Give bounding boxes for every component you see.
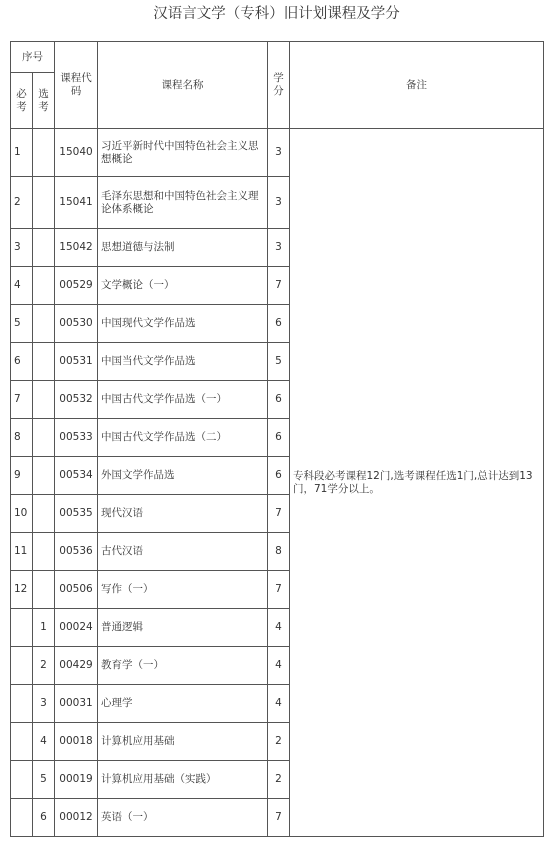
course-name-cell: 写作（一）	[98, 571, 268, 609]
required-number-cell	[11, 609, 33, 647]
course-name-cell: 文学概论（一）	[98, 267, 268, 305]
elective-number-cell: 3	[33, 685, 55, 723]
course-name-cell: 英语（一）	[98, 799, 268, 837]
elective-number-cell: 5	[33, 761, 55, 799]
credit-cell: 3	[268, 129, 290, 177]
course-code-cell: 00012	[55, 799, 98, 837]
course-code-cell: 15040	[55, 129, 98, 177]
course-name-cell: 教育学（一）	[98, 647, 268, 685]
credit-cell: 3	[268, 229, 290, 267]
course-name-cell: 思想道德与法制	[98, 229, 268, 267]
credit-cell: 7	[268, 799, 290, 837]
credit-cell: 6	[268, 381, 290, 419]
elective-number-cell	[33, 305, 55, 343]
course-code-cell: 00024	[55, 609, 98, 647]
page-title: 汉语言文学（专科）旧计划课程及学分	[153, 6, 400, 22]
credit-cell: 3	[268, 177, 290, 229]
credit-cell: 2	[268, 723, 290, 761]
credit-cell: 5	[268, 343, 290, 381]
course-code-cell: 00506	[55, 571, 98, 609]
elective-number-cell: 2	[33, 647, 55, 685]
required-number-cell: 1	[11, 129, 33, 177]
course-code-cell: 00529	[55, 267, 98, 305]
credit-cell: 7	[268, 267, 290, 305]
course-name-cell: 计算机应用基础	[98, 723, 268, 761]
required-number-cell	[11, 799, 33, 837]
credit-cell: 4	[268, 685, 290, 723]
course-code-cell: 00530	[55, 305, 98, 343]
header-required	[11, 73, 33, 129]
required-number-cell: 7	[11, 381, 33, 419]
credit-cell: 8	[268, 533, 290, 571]
credit-cell: 7	[268, 495, 290, 533]
course-code-cell: 15041	[55, 177, 98, 229]
required-number-cell: 5	[11, 305, 33, 343]
course-table-body	[11, 42, 544, 837]
header-remark: 备注	[290, 42, 544, 129]
elective-number-cell	[33, 495, 55, 533]
course-code-cell: 00018	[55, 723, 98, 761]
required-number-cell: 9	[11, 457, 33, 495]
course-code-cell: 00536	[55, 533, 98, 571]
credit-cell: 6	[268, 419, 290, 457]
required-number-cell	[11, 723, 33, 761]
credit-cell: 4	[268, 647, 290, 685]
course-name-cell: 现代汉语	[98, 495, 268, 533]
course-name-cell: 普通逻辑	[98, 609, 268, 647]
header-seq: 序号	[11, 42, 55, 73]
credit-cell: 7	[268, 571, 290, 609]
elective-number-cell	[33, 419, 55, 457]
required-number-cell: 12	[11, 571, 33, 609]
required-number-cell: 3	[11, 229, 33, 267]
credit-cell: 6	[268, 305, 290, 343]
required-number-cell: 6	[11, 343, 33, 381]
elective-number-cell	[33, 177, 55, 229]
course-name-cell: 计算机应用基础（实践）	[98, 761, 268, 799]
elective-number-cell	[33, 129, 55, 177]
course-name-cell: 心理学	[98, 685, 268, 723]
course-code-cell: 15042	[55, 229, 98, 267]
header-credit	[268, 42, 290, 129]
course-name-cell: 中国当代文学作品选	[98, 343, 268, 381]
remark-cell: 专科段必考课程12门,选考课程任选1门,总计达到13门，71学分以上。	[290, 129, 544, 837]
required-number-cell: 4	[11, 267, 33, 305]
table-row	[11, 129, 544, 177]
elective-number-cell	[33, 571, 55, 609]
course-name-cell: 中国现代文学作品选	[98, 305, 268, 343]
header-code	[55, 42, 98, 129]
course-code-cell: 00535	[55, 495, 98, 533]
elective-number-cell: 1	[33, 609, 55, 647]
elective-number-cell	[33, 457, 55, 495]
course-code-cell: 00019	[55, 761, 98, 799]
elective-number-cell	[33, 267, 55, 305]
course-code-cell: 00532	[55, 381, 98, 419]
required-number-cell	[11, 685, 33, 723]
course-name-cell: 古代汉语	[98, 533, 268, 571]
header-row-top	[11, 42, 544, 73]
course-code-cell: 00429	[55, 647, 98, 685]
required-number-cell: 8	[11, 419, 33, 457]
required-number-cell: 10	[11, 495, 33, 533]
required-number-cell: 11	[11, 533, 33, 571]
elective-number-cell	[33, 229, 55, 267]
elective-number-cell	[33, 381, 55, 419]
elective-number-cell	[33, 533, 55, 571]
course-code-cell: 00031	[55, 685, 98, 723]
course-name-cell: 中国古代文学作品选（一）	[98, 381, 268, 419]
course-name-cell: 习近平新时代中国特色社会主义思想概论	[98, 129, 268, 177]
elective-number-cell: 4	[33, 723, 55, 761]
credit-cell: 2	[268, 761, 290, 799]
header-required-label: 必考	[16, 87, 27, 113]
course-code-cell: 00534	[55, 457, 98, 495]
header-name: 课程名称	[98, 42, 268, 129]
course-code-cell: 00533	[55, 419, 98, 457]
course-name-cell: 外国文学作品选	[98, 457, 268, 495]
header-code-label: 课程代码	[60, 72, 92, 97]
header-credit-label: 学分	[273, 72, 284, 97]
header-elective-label: 选考	[38, 87, 49, 113]
required-number-cell	[11, 647, 33, 685]
required-number-cell	[11, 761, 33, 799]
course-table	[10, 41, 544, 837]
credit-cell: 6	[268, 457, 290, 495]
course-name-cell: 毛泽东思想和中国特色社会主义理论体系概论	[98, 177, 268, 229]
course-name-cell: 中国古代文学作品选（二）	[98, 419, 268, 457]
required-number-cell: 2	[11, 177, 33, 229]
credit-cell: 4	[268, 609, 290, 647]
header-elective	[33, 73, 55, 129]
elective-number-cell	[33, 343, 55, 381]
course-code-cell: 00531	[55, 343, 98, 381]
elective-number-cell: 6	[33, 799, 55, 837]
